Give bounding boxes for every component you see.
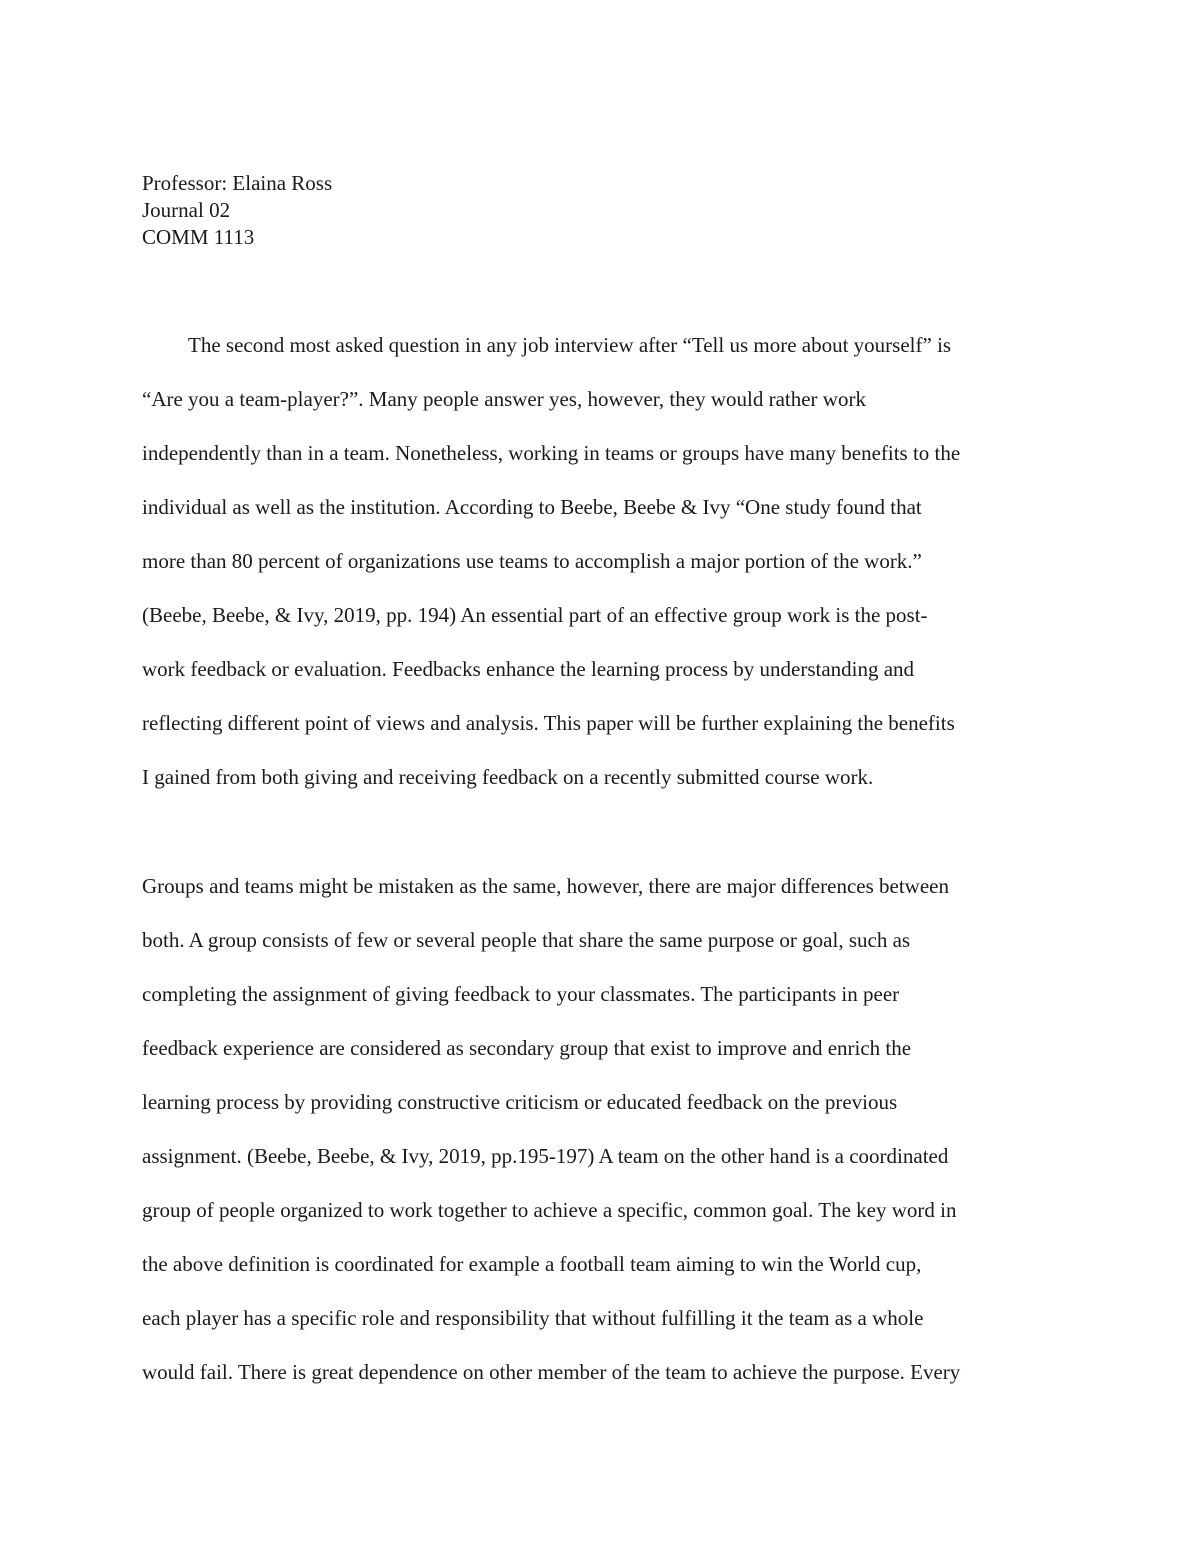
paragraph-introduction	[142, 330, 1082, 816]
paragraph-line: completing the assignment of giving feedback to your classmates. The participants in peer	[142, 982, 900, 1006]
paragraph-line: reflecting different point of views and analysis. This paper will be further explaining the benefits	[142, 711, 955, 735]
paragraph-line: learning process by providing constructive criticism or educated feedback on the previous	[142, 1090, 898, 1114]
paragraph-line: individual as well as the institution. According to Beebe, Beebe & Ivy “One study found that	[142, 495, 922, 519]
paragraph-line: independently than in a team. Nonetheless, working in teams or groups have many benefits to the	[142, 441, 961, 465]
paragraph-line: feedback experience are considered as secondary group that exist to improve and enrich the	[142, 1036, 912, 1060]
paragraph-line: would fail. There is great dependence on other member of the team to achieve the purpose. Every	[142, 1360, 961, 1384]
paragraph-groups-teams	[142, 871, 1082, 1411]
paragraph-line: assignment. (Beebe, Beebe, & Ivy, 2019, pp.195-197) A team on the other hand is a coordinated	[142, 1144, 949, 1168]
document-header	[142, 170, 332, 251]
paragraph-line: each player has a specific role and responsibility that without fulfilling it the team as a whole	[142, 1306, 924, 1330]
paragraph-line: I gained from both giving and receiving feedback on a recently submitted course work.	[142, 765, 874, 789]
paragraph-line: group of people organized to work together to achieve a specific, common goal. The key word in	[142, 1198, 957, 1222]
professor-line: Professor: Elaina Ross	[142, 171, 333, 195]
paragraph-line: the above definition is coordinated for example a football team aiming to win the World cup,	[142, 1252, 922, 1276]
journal-line: Journal 02	[142, 198, 231, 222]
paragraph-line: Groups and teams might be mistaken as the same, however, there are major differences between	[142, 874, 949, 898]
paragraph-line: (Beebe, Beebe, & Ivy, 2019, pp. 194) An essential part of an effective group work is the post-	[142, 603, 928, 627]
paragraph-line: more than 80 percent of organizations use teams to accomplish a major portion of the work.”	[142, 549, 922, 573]
paragraph-line: work feedback or evaluation. Feedbacks enhance the learning process by understanding and	[142, 657, 915, 681]
paragraph-line: The second most asked question in any job interview after “Tell us more about yourself” is	[188, 333, 952, 357]
paragraph-line: “Are you a team-player?”. Many people answer yes, however, they would rather work	[142, 387, 866, 411]
paragraph-line: both. A group consists of few or several people that share the same purpose or goal, such as	[142, 928, 911, 952]
course-line: COMM 1113	[142, 225, 255, 249]
